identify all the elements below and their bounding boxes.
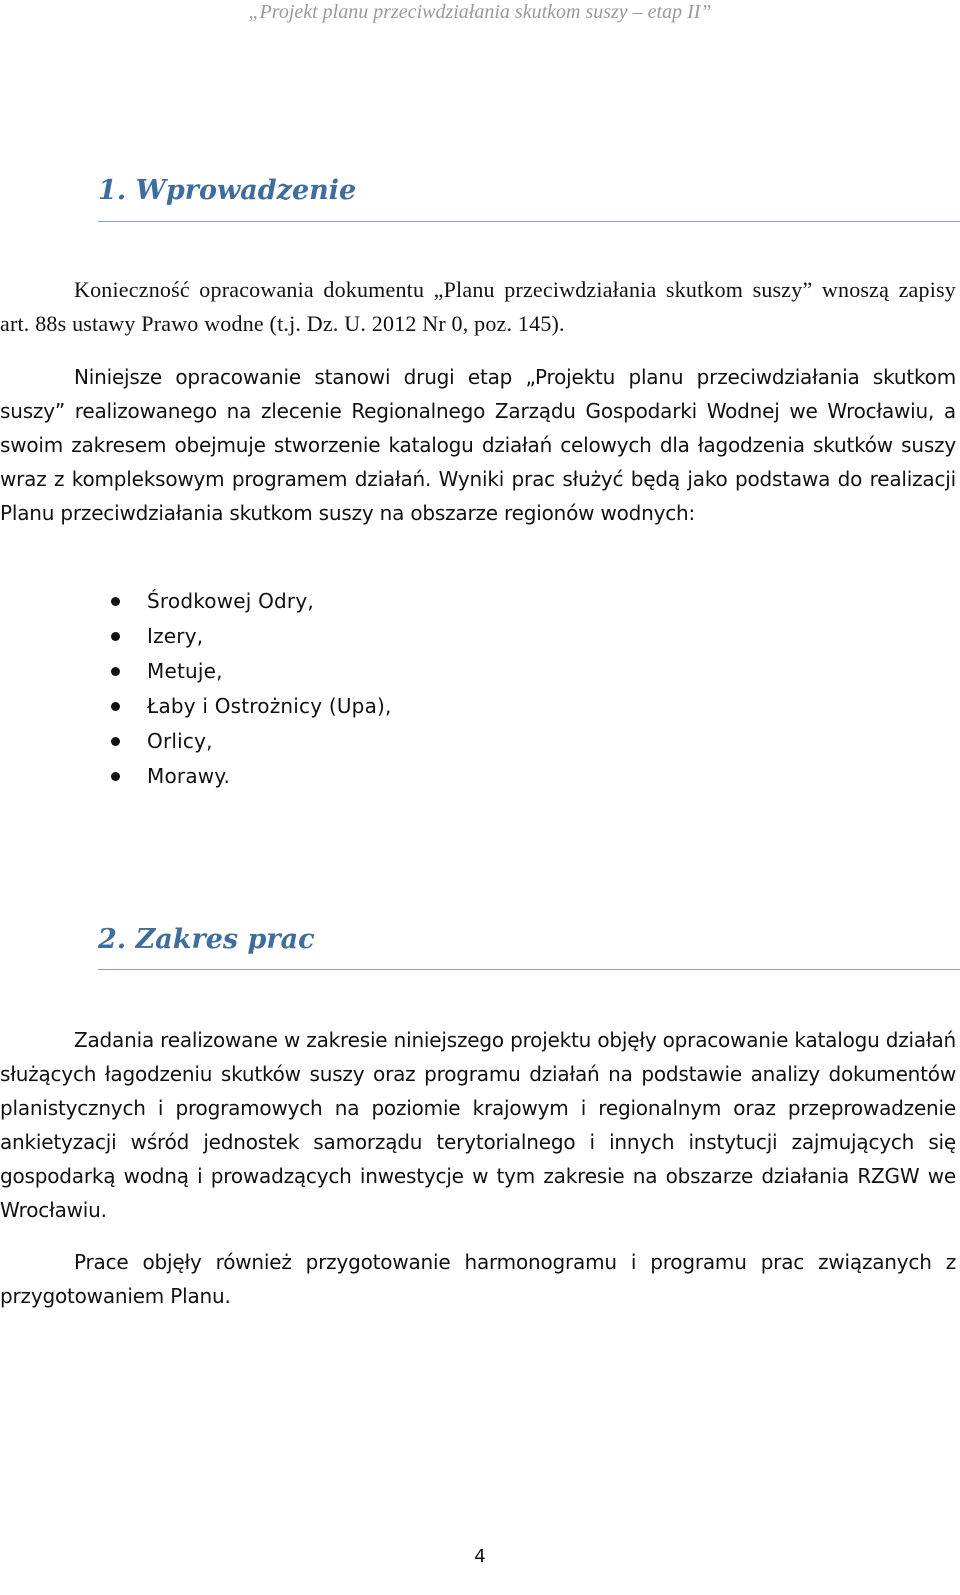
section-heading-scope-of-work: 2. Zakres prac (98, 924, 315, 955)
region-name: Morawy. (147, 764, 231, 788)
regions-list (0, 584, 392, 794)
running-header: „Projekt planu przeciwdziałania skutkom suszy – etap II” (248, 1, 712, 23)
intro-paragraph-legal-basis: Konieczność opracowania dokumentu „Planu przeciwdziałania skutkom suszy” wnoszą zapisy art. 88s ustawy Prawo wodne (t.j. Dz. U. 2012 Nr 0, poz. 145). (0, 277, 956, 336)
region-name: Izery, (147, 624, 204, 648)
region-name: Łaby i Ostrożnicy (Upa), (147, 694, 392, 718)
list-item (0, 759, 392, 794)
list-item (0, 619, 392, 654)
section-heading-introduction: 1. Wprowadzenie (98, 175, 357, 206)
region-name: Orlicy, (147, 729, 213, 753)
intro-paragraph-scope: Niniejsze opracowanie stanowi drugi etap „Projektu planu przeciwdziałania skutkom suszy” realizowanego na zlecenie Regionalnego Zarządu Gospodarki Wodnej we Wrocławiu, a swoim zakresem obejmuje stworzenie katalogu działań celowych dla łagodzenia skutków suszy wraz z kompleksowym programem działań. Wyniki prac służyć będą jako podstawa do realizacji Planu przeciwdziałania skutkom suszy na obszarze regionów wodnych: (0, 365, 956, 525)
bullet-icon (111, 702, 120, 711)
page-number: 4 (474, 1546, 486, 1567)
region-name: Środkowej Odry, (147, 589, 314, 613)
bullet-icon (111, 632, 120, 641)
bullet-icon (111, 772, 120, 781)
heading-divider (98, 221, 960, 222)
bullet-icon (111, 667, 120, 676)
scope-paragraph-tasks: Zadania realizowane w zakresie niniejszego projektu objęły opracowanie katalogu działań służących łagodzeniu skutków suszy oraz programu działań na podstawie analizy dokumentów planistycznych i programowych na poziomie krajowym i regionalnym oraz przeprowadzenie ankietyzacji wśród jednostek samorządu terytorialnego i innych instytucji zajmujących się gospodarką wodną i prowadzących inwestycje w tym zakresie na obszarze działania RZGW we Wrocławiu. (0, 1028, 956, 1222)
list-item (0, 584, 392, 619)
list-item (0, 689, 392, 724)
list-item (0, 724, 392, 759)
bullet-icon (111, 737, 120, 746)
heading-divider (98, 969, 960, 970)
list-item (0, 654, 392, 689)
bullet-icon (111, 597, 120, 606)
region-name: Metuje, (147, 659, 223, 683)
scope-paragraph-schedule: Prace objęły również przygotowanie harmonogramu i programu prac związanych z przygotowaniem Planu. (0, 1250, 956, 1308)
